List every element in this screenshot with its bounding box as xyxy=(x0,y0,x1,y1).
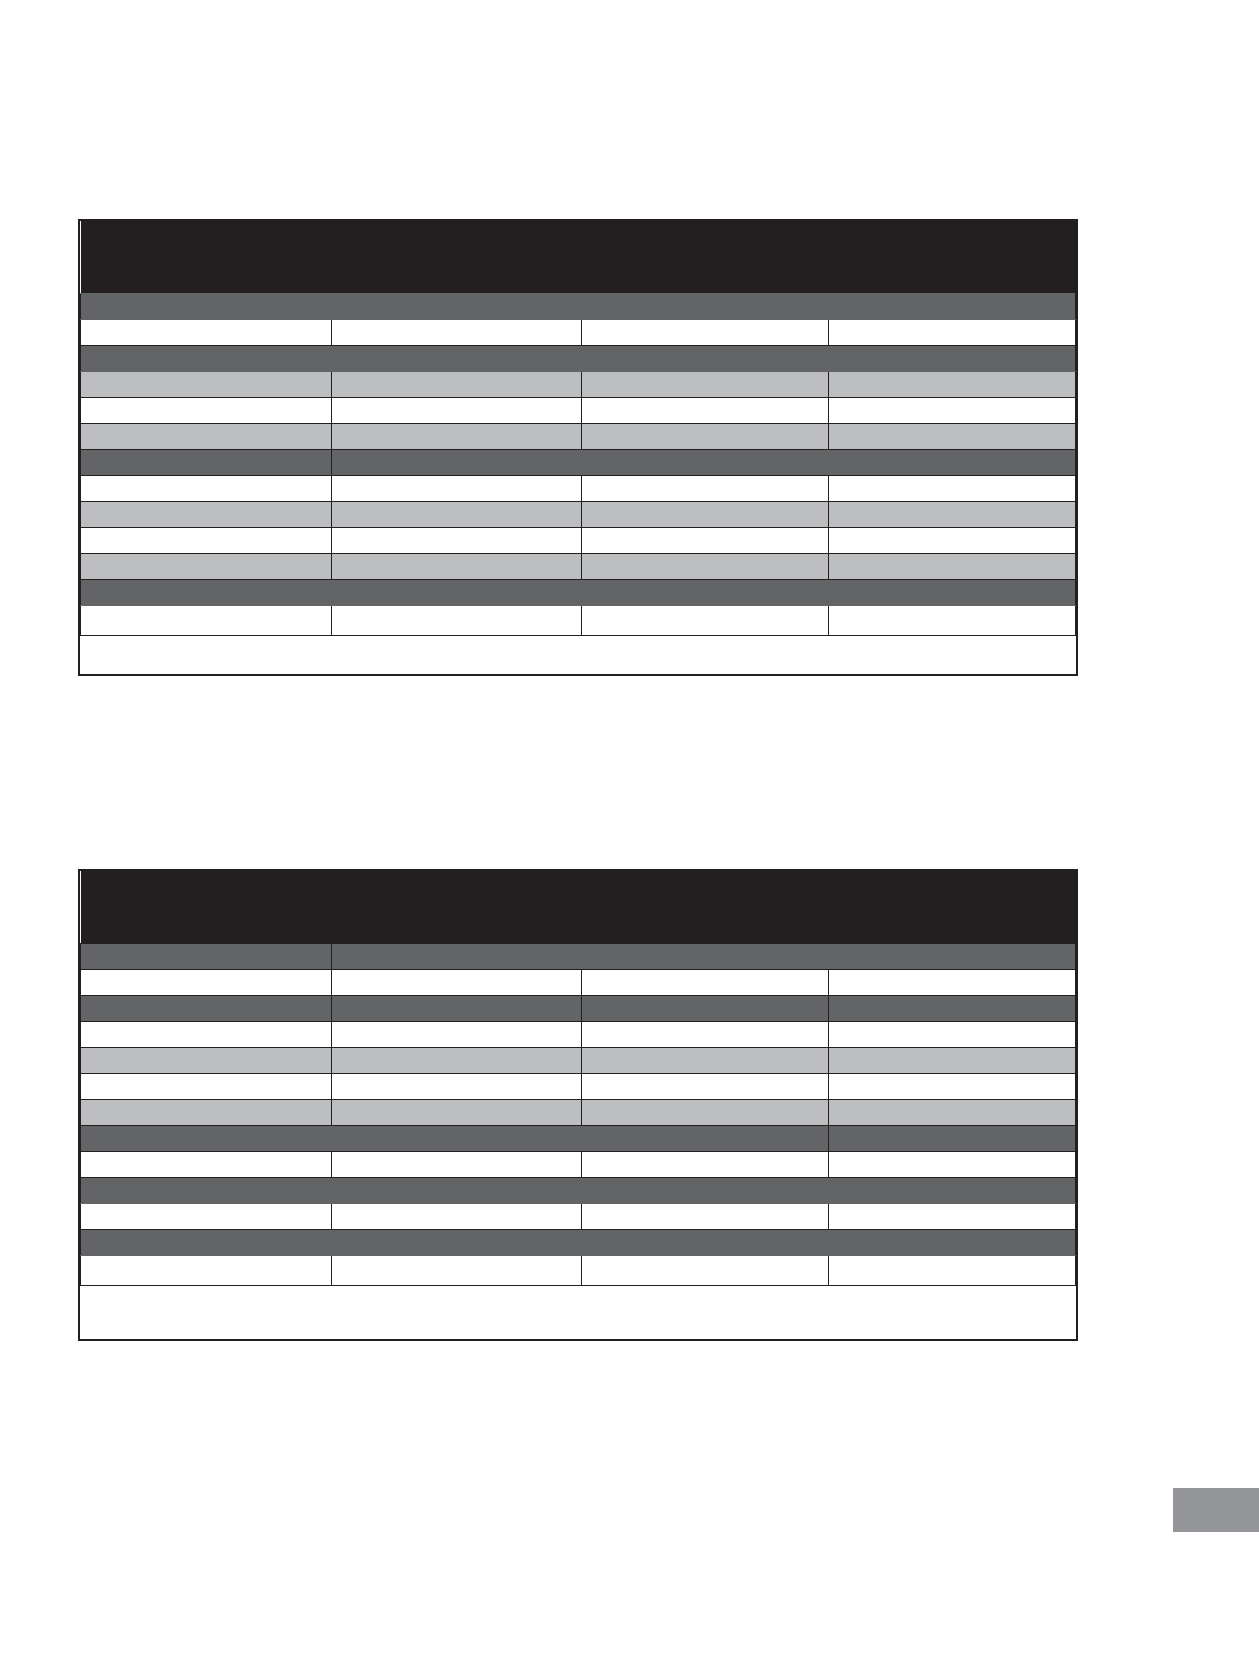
table-top-title-cell xyxy=(81,221,1076,293)
table-row xyxy=(81,449,1076,475)
table-row xyxy=(81,995,1076,1021)
table-row-banner-right xyxy=(829,1125,1076,1151)
table-cell xyxy=(582,1151,829,1177)
table-row xyxy=(81,475,1076,501)
table-row-banner-left xyxy=(81,943,332,969)
table-cell xyxy=(582,553,829,579)
table-bottom-title-row xyxy=(81,871,1076,943)
table-row xyxy=(81,1125,1076,1151)
table-cell xyxy=(331,1255,582,1285)
table-row-banner-right xyxy=(331,449,1075,475)
table-cell xyxy=(582,475,829,501)
table-row-banner xyxy=(81,1229,1076,1255)
table-cell xyxy=(331,995,582,1021)
table-bottom-grid xyxy=(80,871,1076,1286)
table-cell xyxy=(81,1203,332,1229)
table-cell xyxy=(582,371,829,397)
table-cell xyxy=(331,553,582,579)
table-cell xyxy=(829,1099,1076,1125)
table-cell xyxy=(582,319,829,345)
table-row xyxy=(81,1203,1076,1229)
table-row xyxy=(81,943,1076,969)
table-cell xyxy=(829,1255,1076,1285)
table-cell xyxy=(81,423,332,449)
table-row-banner xyxy=(81,1177,1076,1203)
table-cell xyxy=(829,553,1076,579)
table-cell xyxy=(331,1021,582,1047)
table-cell xyxy=(331,423,582,449)
table-row xyxy=(81,319,1076,345)
table-row xyxy=(81,501,1076,527)
table-cell xyxy=(829,1073,1076,1099)
table-row xyxy=(81,579,1076,605)
table-row xyxy=(81,1177,1076,1203)
table-bottom-title-cell xyxy=(81,871,1076,943)
table-cell xyxy=(829,319,1076,345)
table-top xyxy=(78,219,1078,676)
table-bottom-title xyxy=(81,902,1076,912)
table-cell xyxy=(582,527,829,553)
table-top-grid xyxy=(80,221,1076,636)
table-cell xyxy=(331,1073,582,1099)
table-row xyxy=(81,1073,1076,1099)
table-row xyxy=(81,1151,1076,1177)
table-cell xyxy=(829,475,1076,501)
table-cell xyxy=(582,605,829,635)
table-cell xyxy=(582,423,829,449)
table-cell xyxy=(81,475,332,501)
table-cell xyxy=(582,1099,829,1125)
table-cell xyxy=(582,1255,829,1285)
table-cell xyxy=(582,1203,829,1229)
table-row xyxy=(81,1021,1076,1047)
table-cell xyxy=(81,969,332,995)
table-cell xyxy=(829,527,1076,553)
table-row xyxy=(81,1255,1076,1285)
table-cell xyxy=(829,1203,1076,1229)
table-cell xyxy=(81,371,332,397)
table-cell xyxy=(81,1151,332,1177)
table-row xyxy=(81,527,1076,553)
table-cell xyxy=(331,319,582,345)
table-cell xyxy=(81,995,332,1021)
table-cell xyxy=(331,1203,582,1229)
table-cell xyxy=(81,501,332,527)
table-cell xyxy=(582,501,829,527)
table-cell xyxy=(81,605,332,635)
table-row xyxy=(81,397,1076,423)
table-cell xyxy=(582,969,829,995)
table-cell xyxy=(331,1047,582,1073)
table-cell xyxy=(81,1099,332,1125)
table-row xyxy=(81,293,1076,319)
table-row xyxy=(81,1047,1076,1073)
table-cell xyxy=(582,1047,829,1073)
table-row-banner xyxy=(81,345,1076,371)
table-cell xyxy=(829,1151,1076,1177)
table-cell xyxy=(829,501,1076,527)
table-cell xyxy=(81,1255,332,1285)
table-cell xyxy=(829,1047,1076,1073)
table-cell xyxy=(331,1099,582,1125)
table-cell xyxy=(81,319,332,345)
table-cell xyxy=(582,1073,829,1099)
table-cell xyxy=(331,371,582,397)
table-cell xyxy=(331,475,582,501)
table-cell xyxy=(331,501,582,527)
table-cell xyxy=(81,527,332,553)
table-cell xyxy=(829,995,1076,1021)
page-corner-tab xyxy=(1173,1488,1259,1532)
table-row-banner xyxy=(81,293,1076,319)
table-cell xyxy=(829,371,1076,397)
table-cell xyxy=(582,397,829,423)
table-cell xyxy=(81,1021,332,1047)
table-cell xyxy=(582,995,829,1021)
table-row-banner-left xyxy=(81,1125,829,1151)
table-row xyxy=(81,605,1076,635)
table-row xyxy=(81,1229,1076,1255)
table-cell xyxy=(81,1073,332,1099)
table-cell xyxy=(331,969,582,995)
table-row-banner-left xyxy=(81,449,332,475)
table-row xyxy=(81,553,1076,579)
table-row xyxy=(81,423,1076,449)
table-cell xyxy=(81,1047,332,1073)
table-row-banner xyxy=(81,579,1076,605)
table-cell xyxy=(331,397,582,423)
table-row xyxy=(81,969,1076,995)
table-row-banner-right xyxy=(331,943,1075,969)
table-top-title-row xyxy=(81,221,1076,293)
table-cell xyxy=(331,527,582,553)
table-cell xyxy=(829,605,1076,635)
table-bottom xyxy=(78,869,1078,1341)
table-cell xyxy=(81,553,332,579)
table-cell xyxy=(829,1021,1076,1047)
table-cell xyxy=(829,423,1076,449)
table-row xyxy=(81,1099,1076,1125)
table-cell xyxy=(81,397,332,423)
table-cell xyxy=(829,397,1076,423)
table-cell xyxy=(582,1021,829,1047)
table-row xyxy=(81,345,1076,371)
table-cell xyxy=(331,605,582,635)
table-cell xyxy=(331,1151,582,1177)
table-row xyxy=(81,371,1076,397)
table-top-title xyxy=(81,252,1076,262)
table-cell xyxy=(829,969,1076,995)
